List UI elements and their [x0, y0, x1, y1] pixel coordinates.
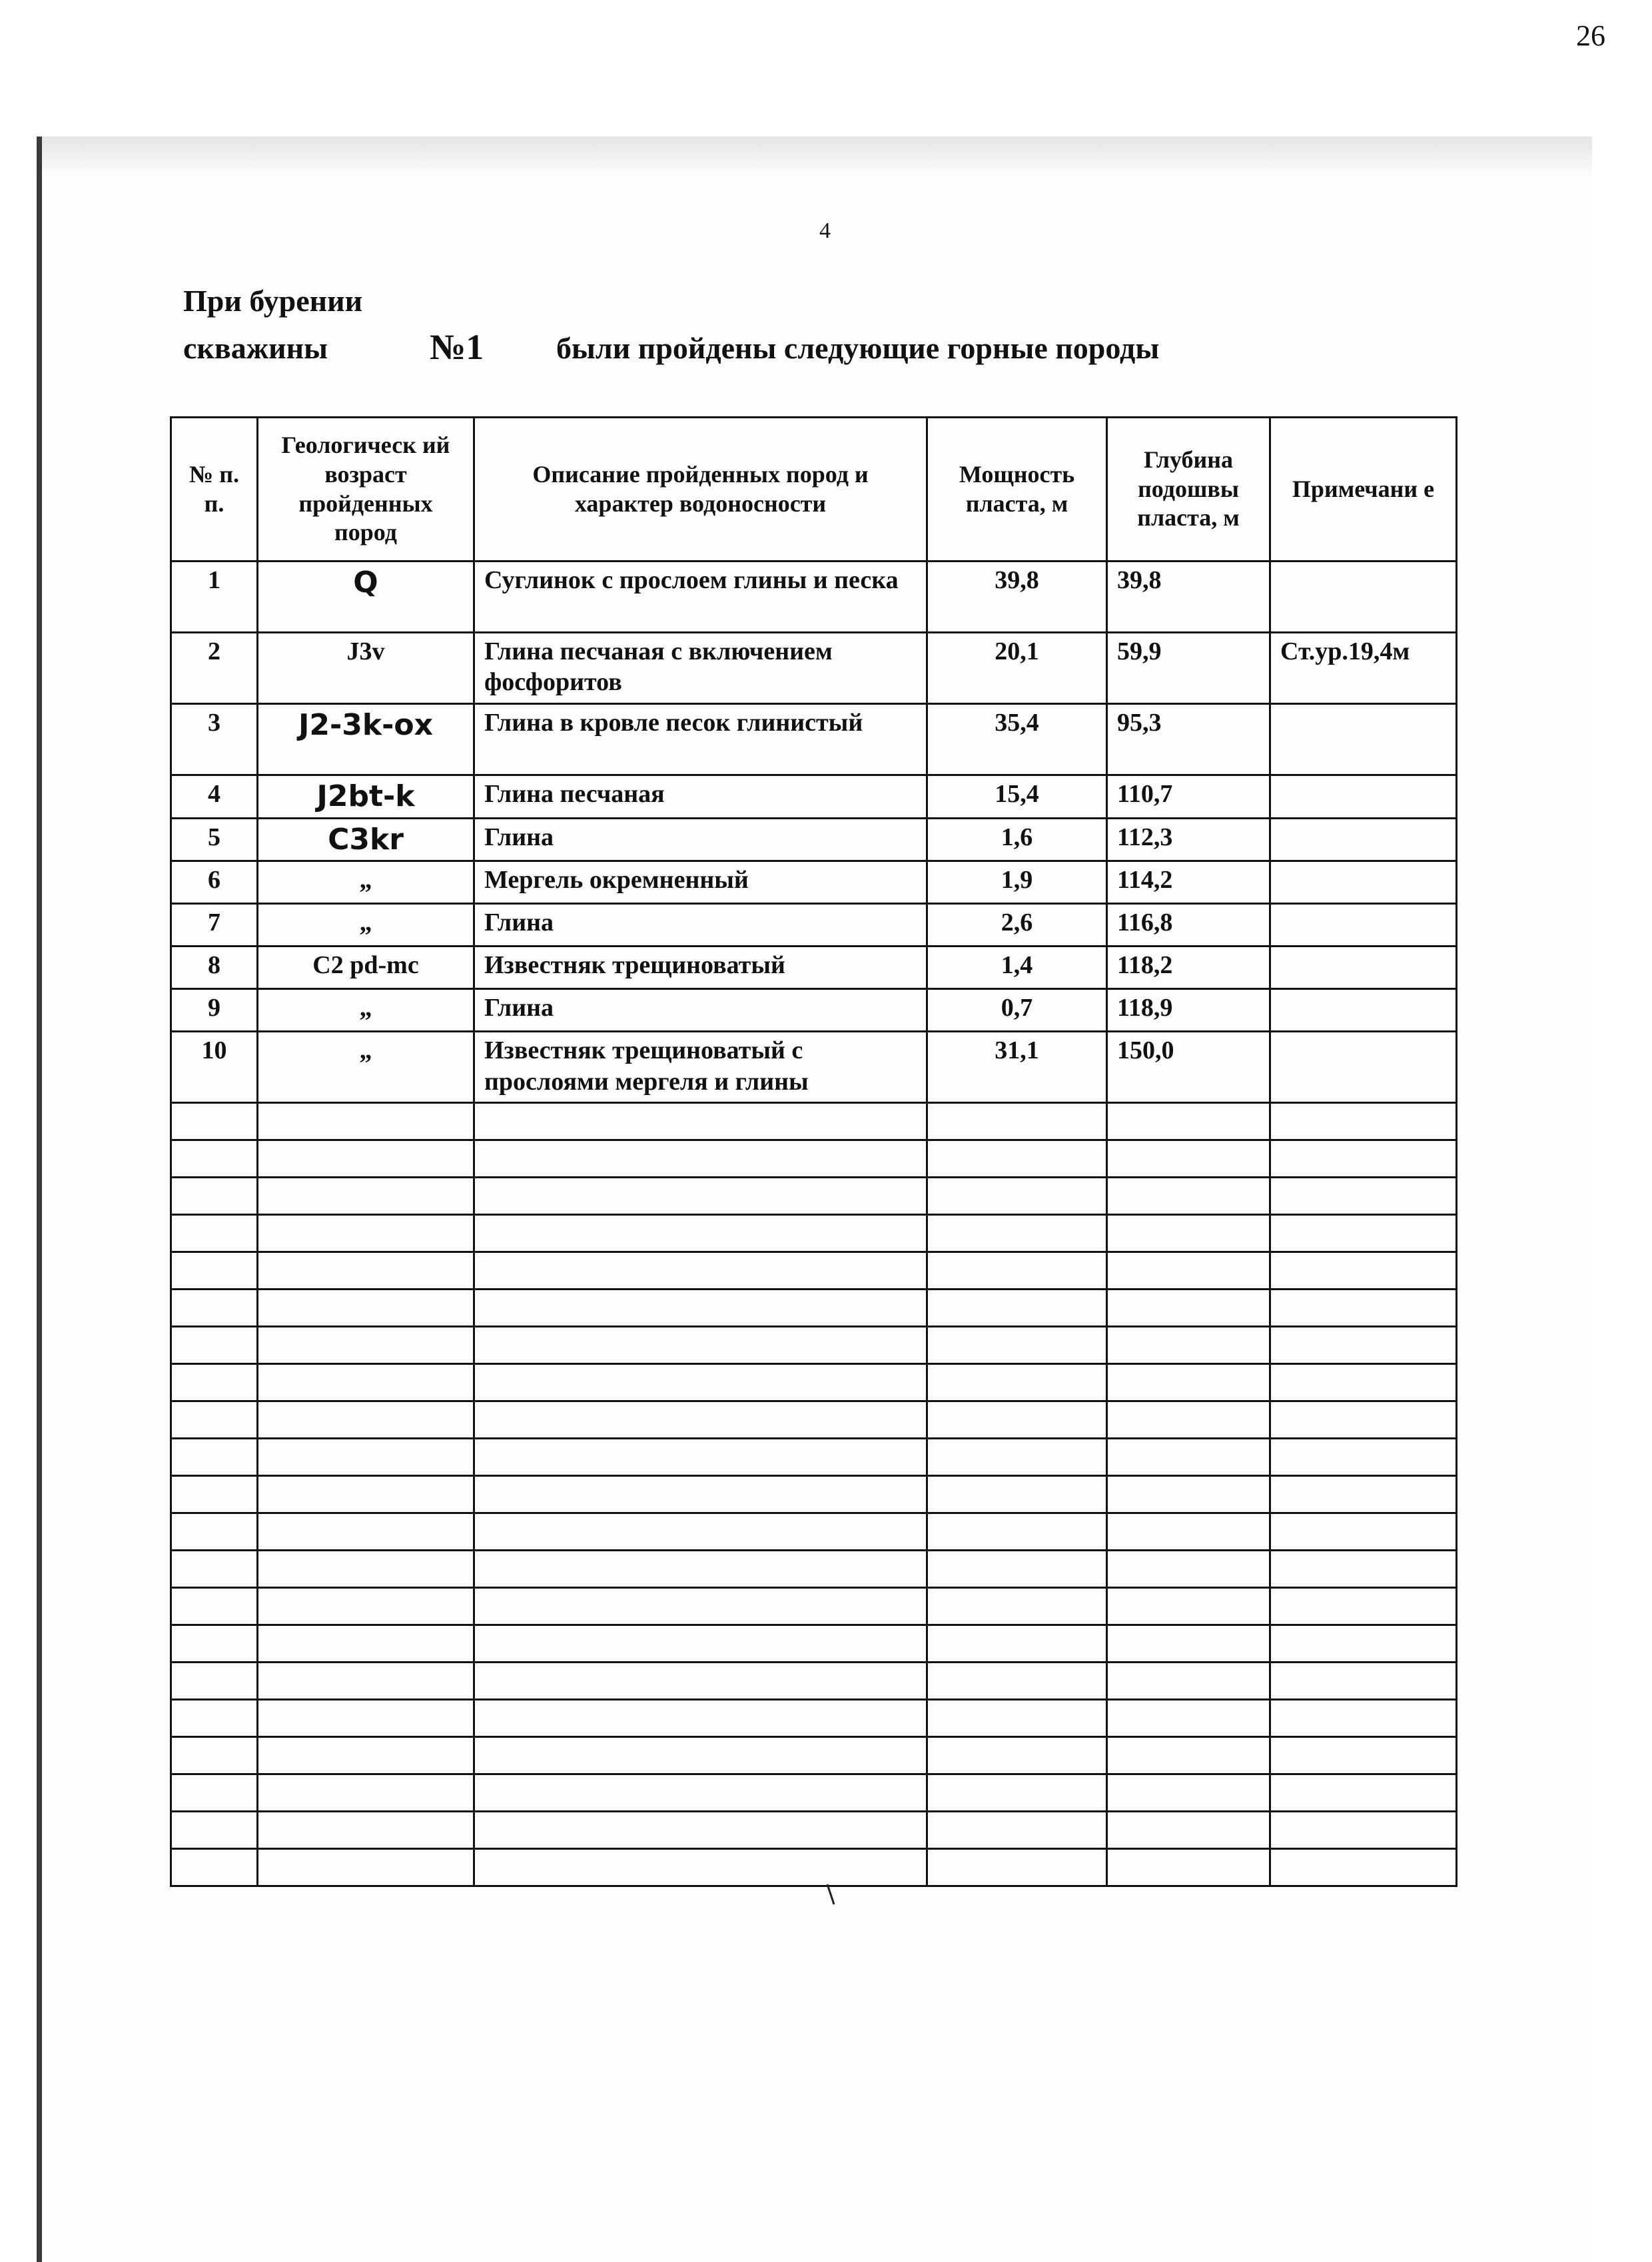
row-description: Известняк трещиноватый с прослоями мергеля и глины	[474, 1032, 927, 1103]
table-row	[171, 633, 1457, 704]
header-number: № п. п.	[171, 418, 258, 562]
page-number: 26	[1576, 19, 1605, 52]
row-description: Суглинок с прослоем глины и песка	[474, 562, 927, 633]
row-age-text: J2bt-k	[316, 779, 415, 813]
row-age: C2 pd-mc	[258, 946, 474, 989]
row-age-text: Q	[353, 566, 378, 599]
row-age-text: C3kr	[328, 822, 404, 857]
row-number: 8	[171, 946, 258, 989]
table-row	[171, 775, 1457, 819]
row-number: 6	[171, 861, 258, 904]
row-note	[1270, 1032, 1457, 1103]
row-description: Глина песчаная с включением фосфоритов	[474, 633, 927, 704]
row-thickness: 20,1	[927, 633, 1107, 704]
row-note	[1270, 704, 1457, 775]
row-thickness: 1,4	[927, 946, 1107, 989]
row-number: 3	[171, 704, 258, 775]
row-number: 1	[171, 562, 258, 633]
row-description: Глина в кровле песок глинистый	[474, 704, 927, 775]
empty-row	[171, 1215, 1457, 1252]
row-depth: 112,3	[1107, 818, 1270, 861]
row-note	[1270, 861, 1457, 904]
row-thickness: 2,6	[927, 904, 1107, 946]
row-age: „	[258, 904, 474, 946]
empty-row	[171, 1513, 1457, 1551]
row-age: J3v	[258, 633, 474, 704]
row-depth: 150,0	[1107, 1032, 1270, 1103]
inner-page-number: 4	[819, 218, 831, 243]
row-thickness: 31,1	[927, 1032, 1107, 1103]
row-number: 7	[171, 904, 258, 946]
empty-row	[171, 1849, 1457, 1886]
row-depth: 118,2	[1107, 946, 1270, 989]
rock-layers-table	[170, 416, 1457, 1887]
row-description: Глина	[474, 818, 927, 861]
row-note	[1270, 818, 1457, 861]
empty-row	[171, 1737, 1457, 1774]
table-row	[171, 904, 1457, 946]
table-row	[171, 946, 1457, 989]
empty-row	[171, 1551, 1457, 1588]
row-depth: 95,3	[1107, 704, 1270, 775]
row-description: Глина	[474, 989, 927, 1032]
heading-rest: были пройдены следующие горные породы	[556, 331, 1160, 365]
empty-row	[171, 1140, 1457, 1178]
empty-row	[171, 1290, 1457, 1327]
row-description: Глина песчаная	[474, 775, 927, 819]
row-description: Глина	[474, 904, 927, 946]
row-description: Мергель окремненный	[474, 861, 927, 904]
row-thickness: 35,4	[927, 704, 1107, 775]
row-note: Ст.ур.19,4м	[1270, 633, 1457, 704]
empty-row	[171, 1439, 1457, 1476]
row-note	[1270, 562, 1457, 633]
heading-line2: скважины	[183, 331, 328, 365]
row-depth: 110,7	[1107, 775, 1270, 819]
heading-line1: При бурении	[183, 284, 363, 318]
pen-mark	[825, 1882, 838, 1908]
header-thickness: Мощность пласта, м	[927, 418, 1107, 562]
empty-row	[171, 1625, 1457, 1663]
empty-row	[171, 1364, 1457, 1401]
empty-row	[171, 1327, 1457, 1364]
row-number: 5	[171, 818, 258, 861]
empty-row	[171, 1812, 1457, 1849]
row-age-text: J2-3k-ox	[298, 708, 433, 742]
empty-row	[171, 1401, 1457, 1439]
header-depth: Глубина подошвы пласта, м	[1107, 418, 1270, 562]
table-row	[171, 989, 1457, 1032]
table-row	[171, 818, 1457, 861]
row-depth: 114,2	[1107, 861, 1270, 904]
row-depth: 39,8	[1107, 562, 1270, 633]
header-note: Примечани е	[1270, 418, 1457, 562]
row-number: 4	[171, 775, 258, 819]
table-row	[171, 562, 1457, 633]
row-age	[258, 562, 474, 633]
row-thickness: 39,8	[927, 562, 1107, 633]
row-age: „	[258, 1032, 474, 1103]
row-age: „	[258, 861, 474, 904]
empty-row	[171, 1588, 1457, 1625]
scan-top-shadow	[37, 137, 1592, 177]
row-number: 2	[171, 633, 258, 704]
empty-row	[171, 1103, 1457, 1140]
row-thickness: 0,7	[927, 989, 1107, 1032]
table-row	[171, 861, 1457, 904]
empty-row	[171, 1774, 1457, 1812]
row-note	[1270, 989, 1457, 1032]
row-age	[258, 775, 474, 819]
row-description: Известняк трещиноватый	[474, 946, 927, 989]
row-note	[1270, 946, 1457, 989]
row-age	[258, 704, 474, 775]
empty-row	[171, 1178, 1457, 1215]
table-header-row	[171, 418, 1457, 562]
row-depth: 59,9	[1107, 633, 1270, 704]
row-depth: 118,9	[1107, 989, 1270, 1032]
row-thickness: 1,6	[927, 818, 1107, 861]
header-description: Описание пройденных пород и характер водоносности	[474, 418, 927, 562]
row-age: „	[258, 989, 474, 1032]
row-depth: 116,8	[1107, 904, 1270, 946]
empty-row	[171, 1476, 1457, 1513]
row-thickness: 15,4	[927, 775, 1107, 819]
header-geologic-age: Геологическ ий возраст пройденных пород	[258, 418, 474, 562]
row-age	[258, 818, 474, 861]
scan-left-edge	[37, 137, 42, 2262]
row-note	[1270, 775, 1457, 819]
row-number: 10	[171, 1032, 258, 1103]
heading-well-number: №1	[430, 327, 484, 367]
empty-row	[171, 1252, 1457, 1290]
table-row	[171, 704, 1457, 775]
row-number: 9	[171, 989, 258, 1032]
table-row	[171, 1032, 1457, 1103]
row-thickness: 1,9	[927, 861, 1107, 904]
empty-row	[171, 1700, 1457, 1737]
row-note	[1270, 904, 1457, 946]
empty-row	[171, 1663, 1457, 1700]
